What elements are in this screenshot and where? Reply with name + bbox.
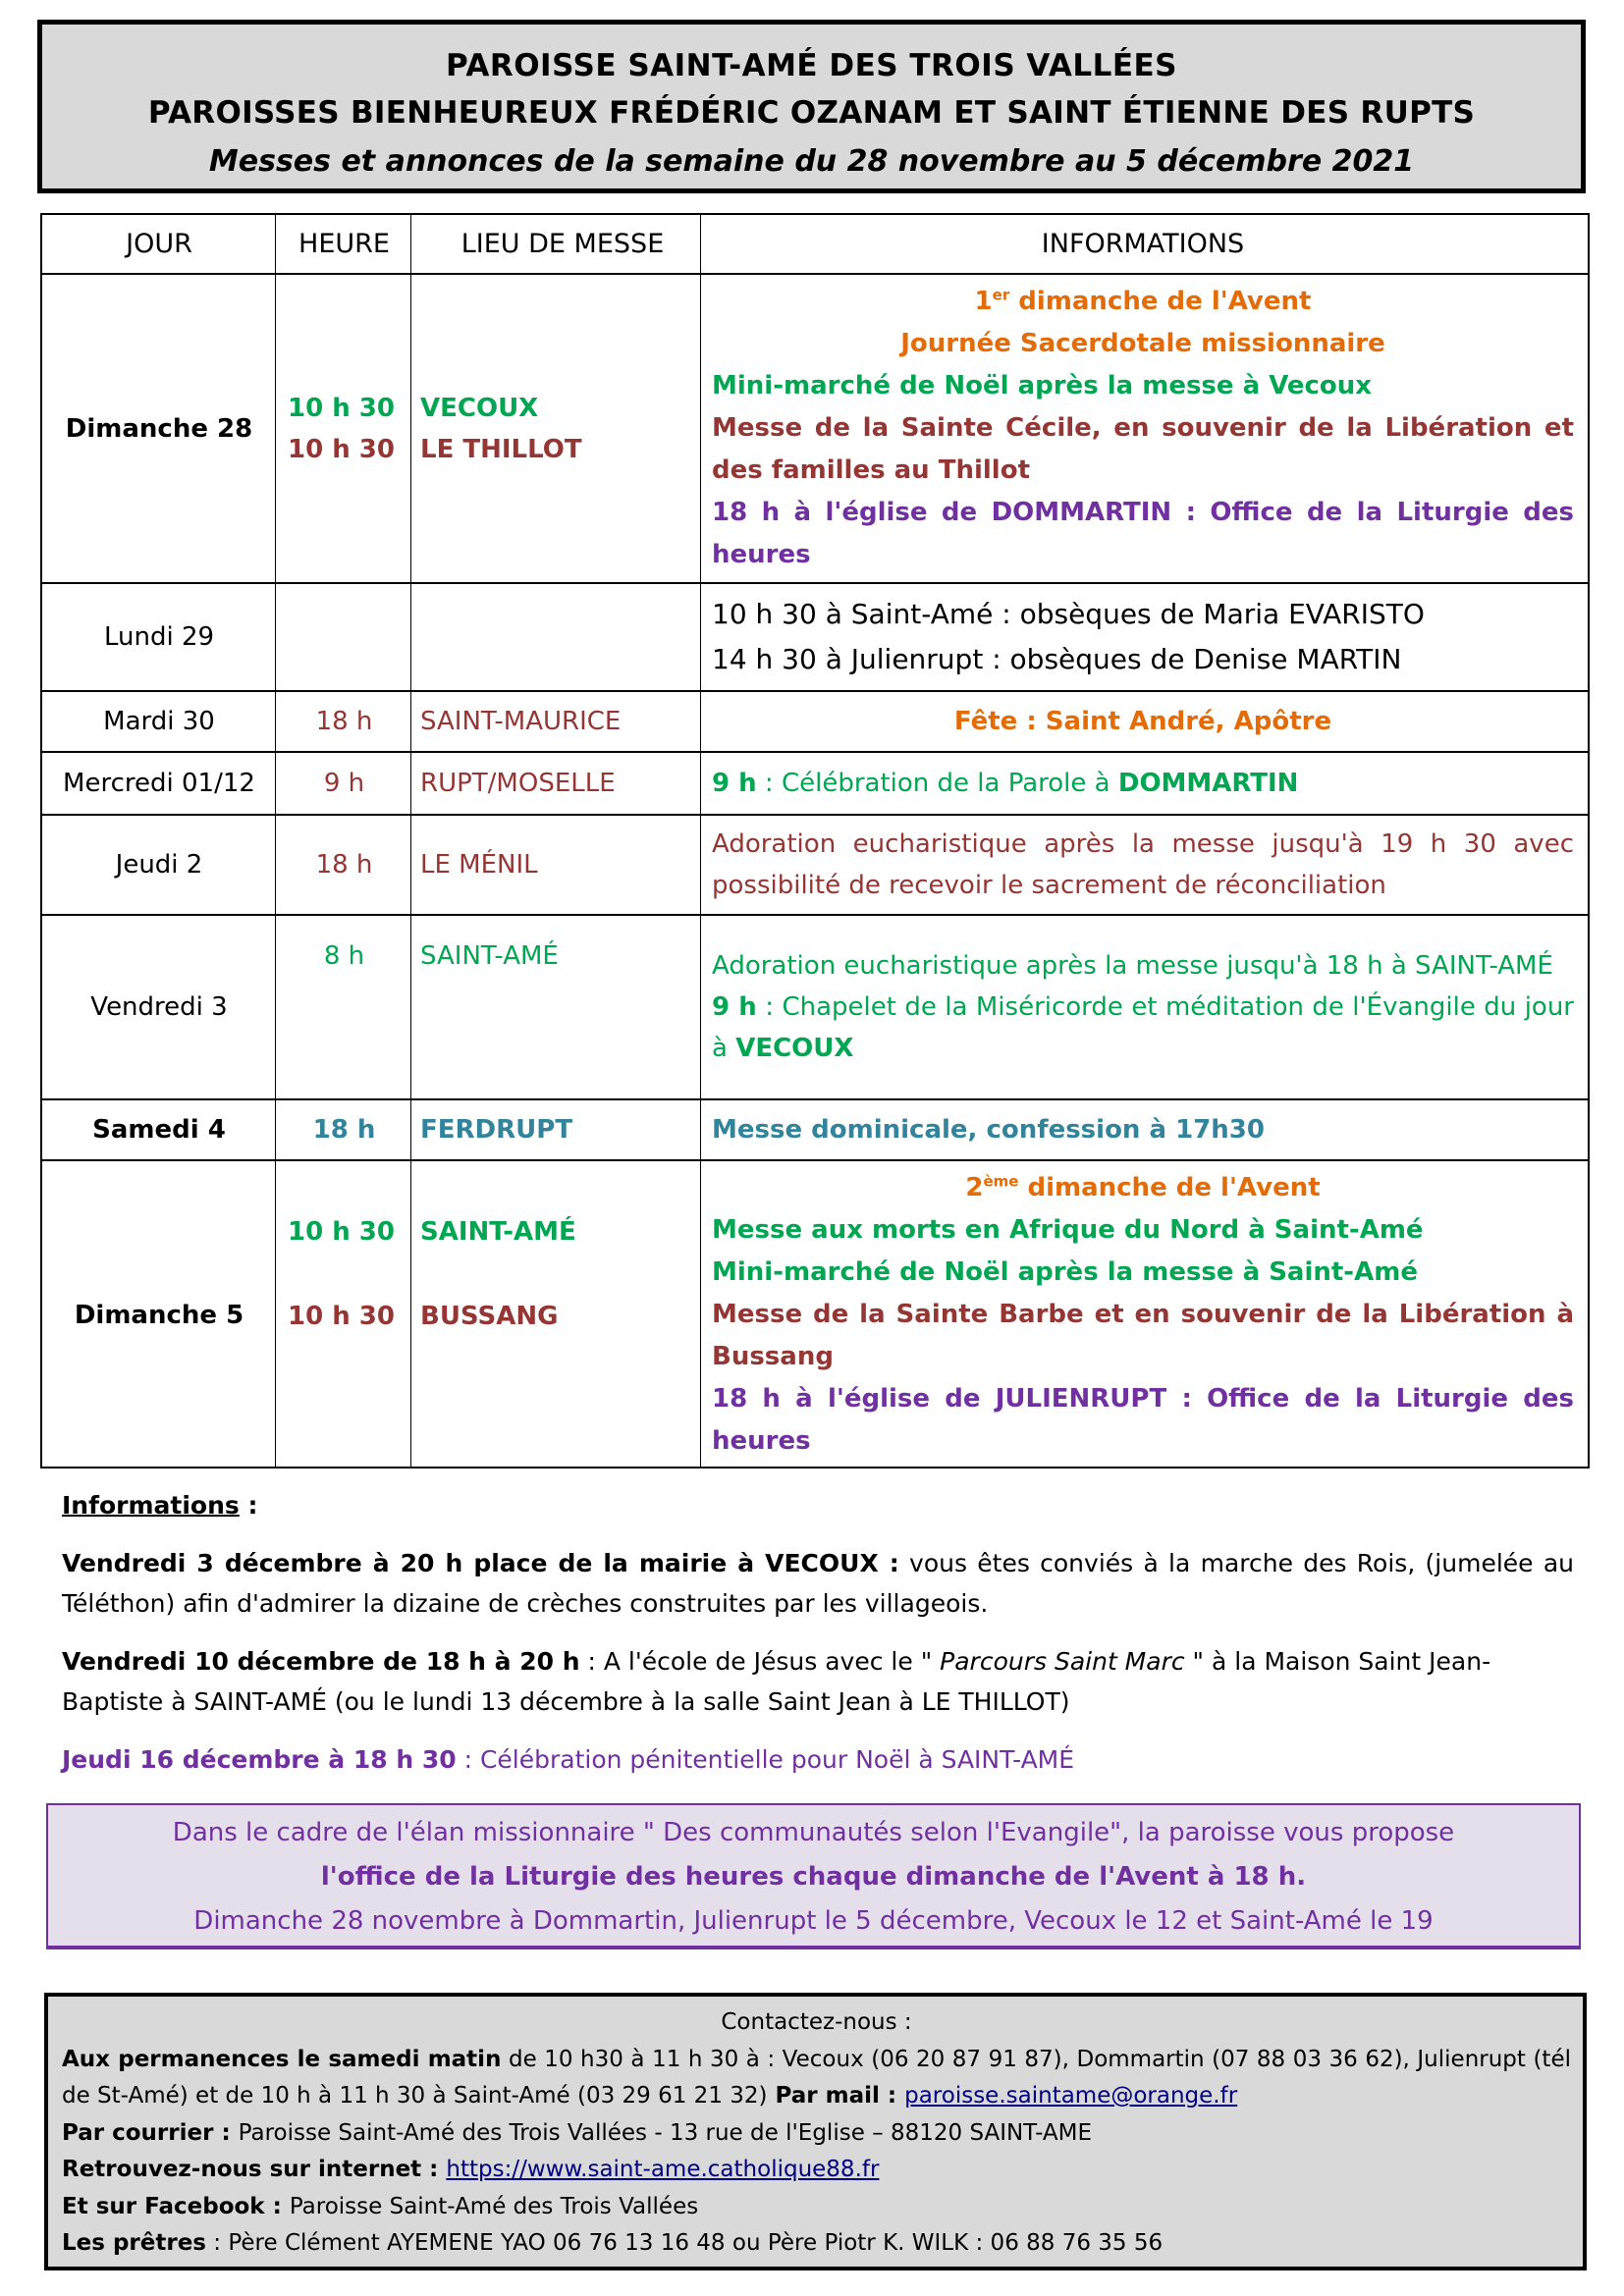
- info-line: Messe de la Sainte Cécile, en souvenir de la Libération et des familles au Thillot: [712, 413, 1574, 485]
- day-label: Samedi 4: [92, 1115, 226, 1145]
- info-line: 1er dimanche de l'Avent: [974, 286, 1312, 316]
- location-value: RUPT/MOSELLE: [420, 769, 616, 798]
- location-value: LE THILLOT: [420, 434, 582, 464]
- location-value: LE MÉNIL: [420, 850, 538, 880]
- contact-internet: Retrouvez-nous sur internet : https://www.saint-ame.catholique88.fr: [62, 2157, 880, 2182]
- day-label: Vendredi 3: [90, 992, 228, 1022]
- liturgy-line: Dimanche 28 novembre à Dommartin, Julienrupt le 5 décembre, Vecoux le 12 et Saint-Amé le 19: [193, 1906, 1434, 1936]
- website-link[interactable]: https://www.saint-ame.catholique88.fr: [446, 2157, 880, 2182]
- time-value: 10 h 30: [288, 1217, 395, 1247]
- time-cell: [277, 916, 411, 1098]
- day-label: Lundi 29: [103, 622, 215, 652]
- day-label: Dimanche 5: [74, 1300, 244, 1330]
- info-cell: [702, 1100, 1588, 1159]
- week-title: Messes et annonces de la semaine du 28 novembre au 5 décembre 2021: [208, 144, 1415, 179]
- day-cell: [42, 1161, 276, 1468]
- location-value: SAINT-AMÉ: [420, 1217, 576, 1247]
- info-line: Journée Sacerdotale missionnaire: [900, 329, 1385, 358]
- info-cell: [702, 816, 1588, 914]
- contact-box: [44, 1993, 1587, 2270]
- contact-permanences: Aux permanences le samedi matin de 10 h30 à 11 h 30 à : Vecoux (06 20 87 91 87), Dommartin (07 88 03 36 62), Julienrupt (tél de St-Amé) et de 10 h à 11 h 30 à Saint-Amé (03 29 61 21 32) Par mail : paroisse.saintame@orange.fr: [62, 2046, 1571, 2109]
- info-item: Vendredi 3 décembre à 20 h place de la mairie à VECOUX : vous êtes conviés à la marche des Rois, (jumelée au Téléthon) afin d'admirer la dizaine de crèches construites par les villageois.: [62, 1549, 1574, 1618]
- day-cell: [42, 1100, 276, 1159]
- mass-schedule-table: [40, 213, 1590, 1468]
- info-cell: [702, 692, 1588, 751]
- informations-heading: Informations :: [62, 1491, 258, 1520]
- page-header: [37, 20, 1586, 193]
- location-cell: [412, 753, 701, 814]
- day-cell: [42, 692, 276, 751]
- info-cell: [702, 916, 1588, 1098]
- info-line: 18 h à l'église de JULIENRUPT : Office de la Liturgie des heures: [712, 1384, 1574, 1456]
- day-label: Jeudi 2: [115, 850, 203, 880]
- location-cell: [412, 816, 701, 914]
- info-line: Mini-marché de Noël après la messe à Vecoux: [712, 371, 1373, 400]
- contact-title: Contactez-nous :: [721, 2009, 912, 2035]
- location-value: SAINT-AMÉ: [420, 941, 559, 971]
- info-line: Messe dominicale, confession à 17h30: [712, 1115, 1265, 1145]
- info-line: 2ème dimanche de l'Avent: [965, 1172, 1321, 1202]
- info-line: Messe de la Sainte Barbe et en souvenir de la Libération à Bussang: [712, 1300, 1574, 1371]
- parish-title: PAROISSE SAINT-AMÉ DES TROIS VALLÉES: [445, 48, 1178, 83]
- info-line: Adoration eucharistique après la messe jusqu'à 18 h à SAINT-AMÉ: [712, 951, 1553, 981]
- location-value: BUSSANG: [420, 1302, 559, 1331]
- column-header-informations: INFORMATIONS: [1041, 228, 1245, 259]
- time-cell: [277, 1100, 411, 1159]
- location-value: SAINT-MAURICE: [420, 707, 622, 736]
- time-cell: [277, 692, 411, 751]
- time-value: 10 h 30: [288, 434, 395, 464]
- info-cell: [702, 1161, 1588, 1468]
- liturgy-announcement-box: [46, 1803, 1581, 1949]
- info-cell: [702, 275, 1588, 582]
- info-line: Fête : Saint André, Apôtre: [953, 707, 1332, 736]
- time-cell: [277, 753, 411, 814]
- column-header-heure: HEURE: [298, 228, 390, 259]
- day-cell: [42, 916, 276, 1098]
- info-line: Messe aux morts en Afrique du Nord à Saint-Amé: [712, 1215, 1424, 1245]
- time-value: 18 h: [312, 1115, 376, 1145]
- parishes-subtitle: PAROISSES BIENHEUREUX FRÉDÉRIC OZANAM ET SAINT ÉTIENNE DES RUPTS: [147, 95, 1476, 131]
- day-cell: [42, 584, 276, 690]
- time-cell: [277, 1161, 411, 1468]
- email-link[interactable]: paroisse.saintame@orange.fr: [904, 2083, 1238, 2109]
- info-line: Adoration eucharistique après la messe jusqu'à 19 h 30 avec possibilité de recevoir le sacrement de réconciliation: [712, 829, 1574, 900]
- info-line: 9 h : Chapelet de la Miséricorde et méditation de l'Évangile du jour à VECOUX: [712, 992, 1574, 1063]
- info-item: Jeudi 16 décembre à 18 h 30 : Célébration pénitentielle pour Noël à SAINT-AMÉ: [62, 1745, 1075, 1774]
- time-value: 10 h 30: [288, 1302, 395, 1331]
- contact-courrier: Par courrier : Paroisse Saint-Amé des Trois Vallées - 13 rue de l'Eglise – 88120 SAINT-AME: [62, 2119, 1093, 2146]
- location-cell: [412, 1161, 701, 1468]
- time-value: 18 h: [315, 850, 373, 880]
- day-cell: [42, 816, 276, 914]
- column-header-lieu: LIEU DE MESSE: [460, 228, 665, 259]
- liturgy-line: Dans le cadre de l'élan missionnaire " Des communautés selon l'Evangile", la paroisse vous propose: [172, 1818, 1455, 1847]
- location-cell: [412, 275, 701, 582]
- location-value: FERDRUPT: [420, 1115, 573, 1145]
- contact-facebook: Et sur Facebook : Paroisse Saint-Amé des Trois Vallées: [62, 2193, 699, 2219]
- info-cell: [702, 584, 1588, 690]
- time-cell: [277, 275, 411, 582]
- location-cell: [412, 1100, 701, 1159]
- liturgy-line-highlight: l'office de la Liturgie des heures chaque dimanche de l'Avent à 18 h.: [320, 1862, 1307, 1892]
- info-line: 18 h à l'église de DOMMARTIN : Office de la Liturgie des heures: [712, 498, 1574, 569]
- day-label: Mardi 30: [103, 707, 215, 736]
- location-cell: [412, 692, 701, 751]
- day-cell: [42, 753, 276, 814]
- column-header-jour: JOUR: [126, 228, 192, 259]
- time-value: 9 h: [323, 769, 365, 798]
- time-value: 8 h: [323, 941, 365, 971]
- contact-priests: Les prêtres : Père Clément AYEMENE YAO 06 76 13 16 48 ou Père Piotr K. WILK : 06 88 76 35 56: [62, 2230, 1164, 2256]
- informations-section: [62, 1485, 1574, 1780]
- day-cell: [42, 275, 276, 582]
- info-item: Vendredi 10 décembre de 18 h à 20 h : A l'école de Jésus avec le " Parcours Saint Marc " à la Maison Saint Jean-Baptiste à SAINT-AMÉ (ou le lundi 13 décembre à la salle Saint Jean à LE THILLOT): [62, 1647, 1491, 1716]
- info-line: 10 h 30 à Saint-Amé : obsèques de Maria EVARISTO: [712, 598, 1425, 630]
- location-value: VECOUX: [420, 393, 539, 423]
- info-cell: [702, 753, 1588, 814]
- location-cell: [412, 916, 701, 1098]
- time-value: 10 h 30: [288, 393, 395, 423]
- day-label: Mercredi 01/12: [63, 769, 255, 798]
- info-line: 14 h 30 à Julienrupt : obsèques de Denise MARTIN: [712, 643, 1402, 675]
- time-value: 18 h: [315, 707, 373, 736]
- time-cell: [277, 816, 411, 914]
- day-label: Dimanche 28: [65, 413, 253, 444]
- info-line: Mini-marché de Noël après la messe à Saint-Amé: [712, 1257, 1418, 1287]
- info-line: 9 h : Célébration de la Parole à DOMMARTIN: [712, 769, 1299, 798]
